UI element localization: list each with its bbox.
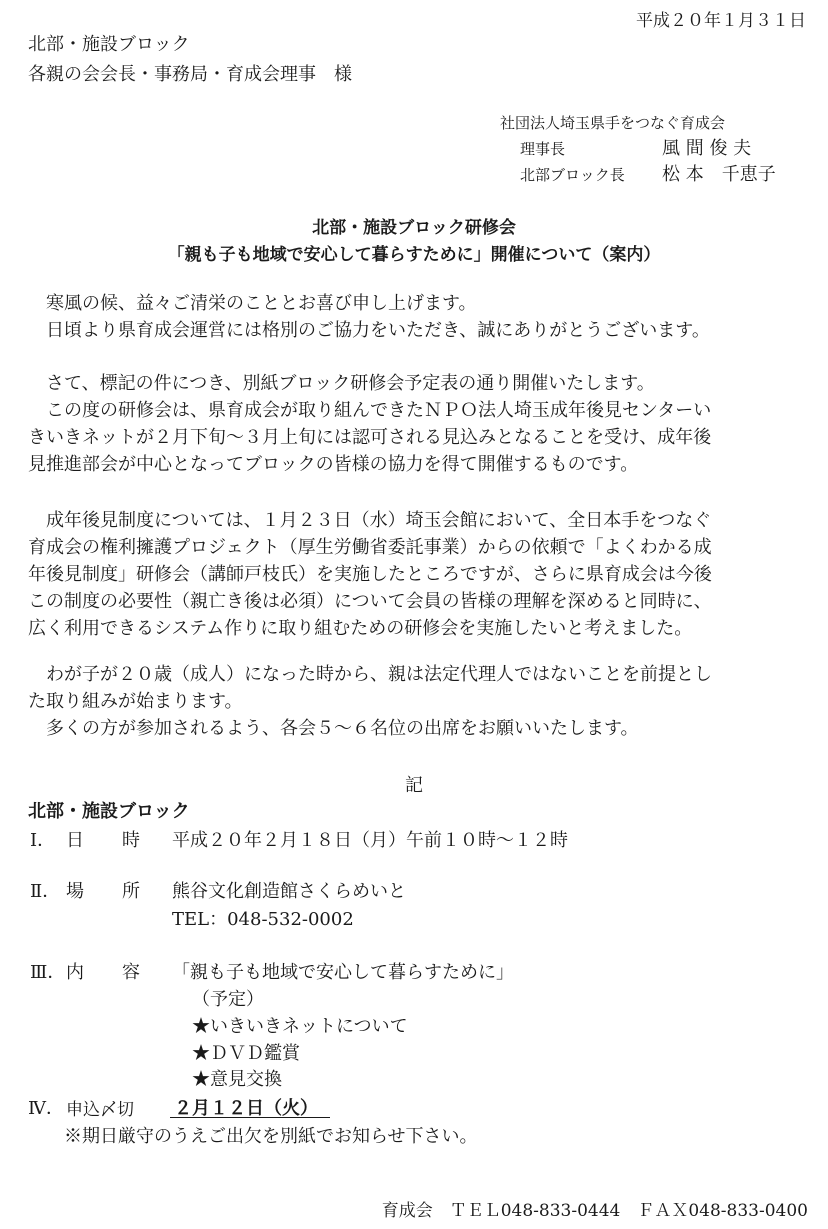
body-line: この制度の必要性（親亡き後は必須）について会員の皆様の理解を深めると同時に、 [28, 591, 712, 612]
item-1-label: 日 時 [66, 830, 150, 851]
body-line: 日頃より県育成会運営には格別のご協力をいただき、誠にありがとうございます。 [28, 320, 710, 341]
item-3-bullet: ★ＤＶＤ鑑賞 [192, 1043, 300, 1064]
sender-organization: 社団法人埼玉県手をつなぐ育成会 [500, 114, 726, 132]
body-paragraph-1 [28, 290, 818, 344]
body-line: さて、標記の件につき、別紙ブロック研修会予定表の通り開催いたします。 [28, 373, 655, 394]
body-line: た取り組みが始まります。 [28, 691, 243, 712]
item-4-deadline: ２月１２日（火） [174, 1098, 318, 1119]
document-date: 平成２０年１月３１日 [636, 11, 806, 31]
sender-title-chair: 理事長 [520, 140, 566, 158]
body-line: 年後見制度」研修会（講師戸枝氏）を実施したところですが、さらに県育成会は今後 [28, 564, 712, 585]
item-3-bullet: ★意見交換 [192, 1069, 282, 1090]
item-1-value: 平成２０年２月１８日（月）午前１０時～１２時 [172, 830, 568, 851]
item-4-number: Ⅳ． [28, 1098, 64, 1119]
item-3-plan-label: （予定） [192, 989, 264, 1010]
body-line: 見推進部会が中心となってブロックの皆様の協力を得て開催するものです。 [28, 454, 639, 475]
item-4-label: 申込〆切 [66, 1100, 134, 1120]
body-paragraph-2 [28, 370, 818, 478]
body-line: きいきネットが２月下旬～３月上旬には認可される見込みとなることを受け、成年後 [28, 427, 712, 448]
body-line: この度の研修会は、県育成会が取り組んできたＮＰＯ法人埼玉成年後見センターい [28, 400, 712, 421]
body-line: 育成会の権利擁護プロジェクト（厚生労働省委託事業）からの依頼で「よくわかる成 [28, 537, 712, 558]
block-title: 北部・施設ブロック [28, 801, 190, 822]
item-3-bullet: ★いきいきネットについて [192, 1016, 408, 1037]
item-2-tel: TEL：048-532-0002 [172, 909, 354, 930]
body-line: 寒風の候、益々ご清栄のこととお喜び申し上げます。 [28, 293, 477, 314]
item-4-note: ※期日厳守のうえご出欠を別紙でお知らせ下さい。 [64, 1126, 478, 1147]
item-2-label: 場 所 [66, 881, 150, 902]
body-line: わが子が２０歳（成人）になった時から、親は法定代理人ではないことを前提とし [28, 664, 712, 685]
heading-line-1: 北部・施設ブロック研修会 [312, 218, 516, 238]
addressee-line-2: 各親の会会長・事務局・育成会理事 様 [28, 64, 352, 85]
footer-contact: 育成会 ＴＥＬ048-833-0444 ＦＡＸ048-833-0400 [381, 1201, 808, 1221]
item-1-number: Ⅰ． [30, 830, 56, 851]
body-line: 多くの方が参加されるよう、各会５～６名位の出席をお願いいたします。 [28, 718, 639, 739]
item-2-value: 熊谷文化創造館さくらめいと [172, 881, 406, 902]
body-paragraph-3 [28, 507, 818, 642]
body-line: 成年後見制度については、１月２３日（水）埼玉会館において、全日本手をつなぐ [28, 510, 712, 531]
body-line: 広く利用できるシステム作りに取り組むための研修会を実施したいと考えました。 [28, 618, 693, 639]
addressee-line-1: 北部・施設ブロック [28, 34, 190, 55]
item-2-number: Ⅱ． [30, 881, 61, 902]
item-3-label: 内 容 [66, 962, 150, 983]
ki-marker: 記 [405, 775, 423, 796]
item-3-value: 「親も子も地域で安心して暮らすために」 [172, 962, 514, 983]
sender-name-block-leader: 松 本 千恵子 [662, 164, 776, 185]
sender-title-block-leader: 北部ブロック長 [520, 166, 625, 184]
body-paragraph-4 [28, 661, 818, 742]
item-3-number: Ⅲ． [30, 962, 66, 983]
sender-name-chair: 風 間 俊 夫 [662, 138, 752, 159]
heading-line-2: 「親も子も地域で安心して暮らすために」開催について（案内） [167, 245, 661, 265]
